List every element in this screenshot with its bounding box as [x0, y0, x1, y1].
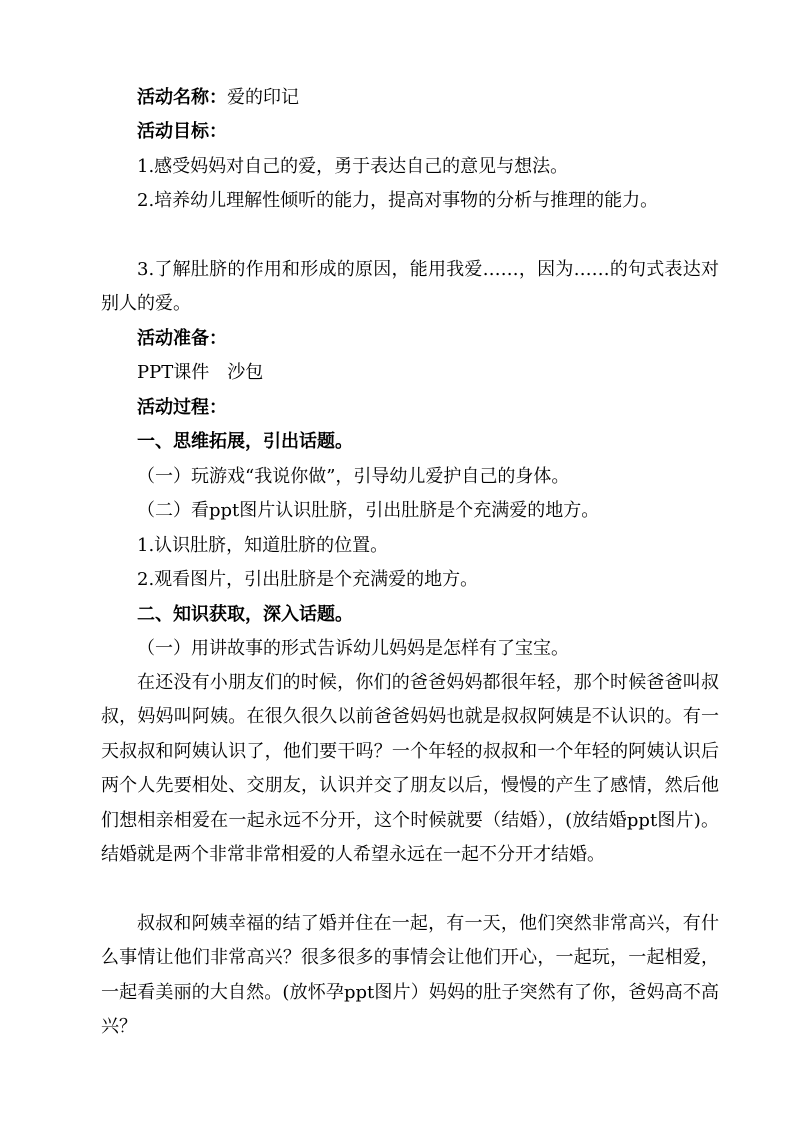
section-1-sub-1: （一）玩游戏“我说你做”，引导幼儿爱护自己的身体。 [137, 466, 570, 487]
activity-name-value: 爱的印记 [227, 87, 299, 108]
goal-item-1: 1.感受妈妈对自己的爱，勇于表达自己的意见与想法。 [137, 156, 569, 177]
activity-prep-items: PPT课件 沙包 [137, 362, 264, 383]
section-1-item-2: 2.观看图片，引出肚脐是个充满爱的地方。 [137, 569, 479, 590]
activity-goal-heading: 活动目标： [137, 121, 227, 142]
activity-name-label: 活动名称： [137, 87, 227, 108]
section-2-title: 二、知识获取，深入话题。 [137, 604, 353, 625]
section-1-title: 一、思维拓展，引出话题。 [137, 431, 353, 452]
activity-process-heading: 活动过程： [137, 397, 227, 418]
section-1-sub-2: （二）看ppt图片认识肚脐，引出肚脐是个充满爱的地方。 [137, 500, 600, 521]
story-paragraph-2: 叔叔和阿姨幸福的结了婚并住在一起，有一天，他们突然非常高兴，有什么事情让他们非常高兴？很多很多的事情会让他们开心，一起玩，一起相爱，一起看美丽的大自然。(放怀孕ppt图片）妈妈的肚子突然有了你，爸妈高不高兴？ [101, 913, 719, 1038]
section-2-sub-1: （一）用讲故事的形式告诉幼儿妈妈是怎样有了宝宝。 [137, 638, 569, 659]
activity-name-row [137, 86, 299, 110]
goal-item-2: 2.培养幼儿理解性倾听的能力，提高对事物的分析与推理的能力。 [137, 190, 659, 211]
section-1-item-1: 1.认识肚脐，知道肚脐的位置。 [137, 535, 389, 556]
story-paragraph-1: 在还没有小朋友们的时候，你们的爸爸妈妈都很年轻，那个时候爸爸叫叔叔，妈妈叫阿姨。在很久很久以前爸爸妈妈也就是叔叔阿姨是不认识的。有一天叔叔和阿姨认识了，他们要干吗？一个年轻的叔叔和一个年轻的阿姨认识后两个人先要相处、交朋友，认识并交了朋友以后，慢慢的产生了感情，然后他们想相亲相爱在一起永远不分开，这个时候就要（结婚），(放结婚ppt图片)。结婚就是两个非常非常相爱的人希望永远在一起不分开才结婚。 [101, 672, 719, 866]
goal-item-3: 3.了解肚脐的作用和形成的原因，能用我爱……，因为……的句式表达对别人的爱。 [101, 259, 719, 315]
activity-prep-heading: 活动准备： [137, 328, 227, 349]
